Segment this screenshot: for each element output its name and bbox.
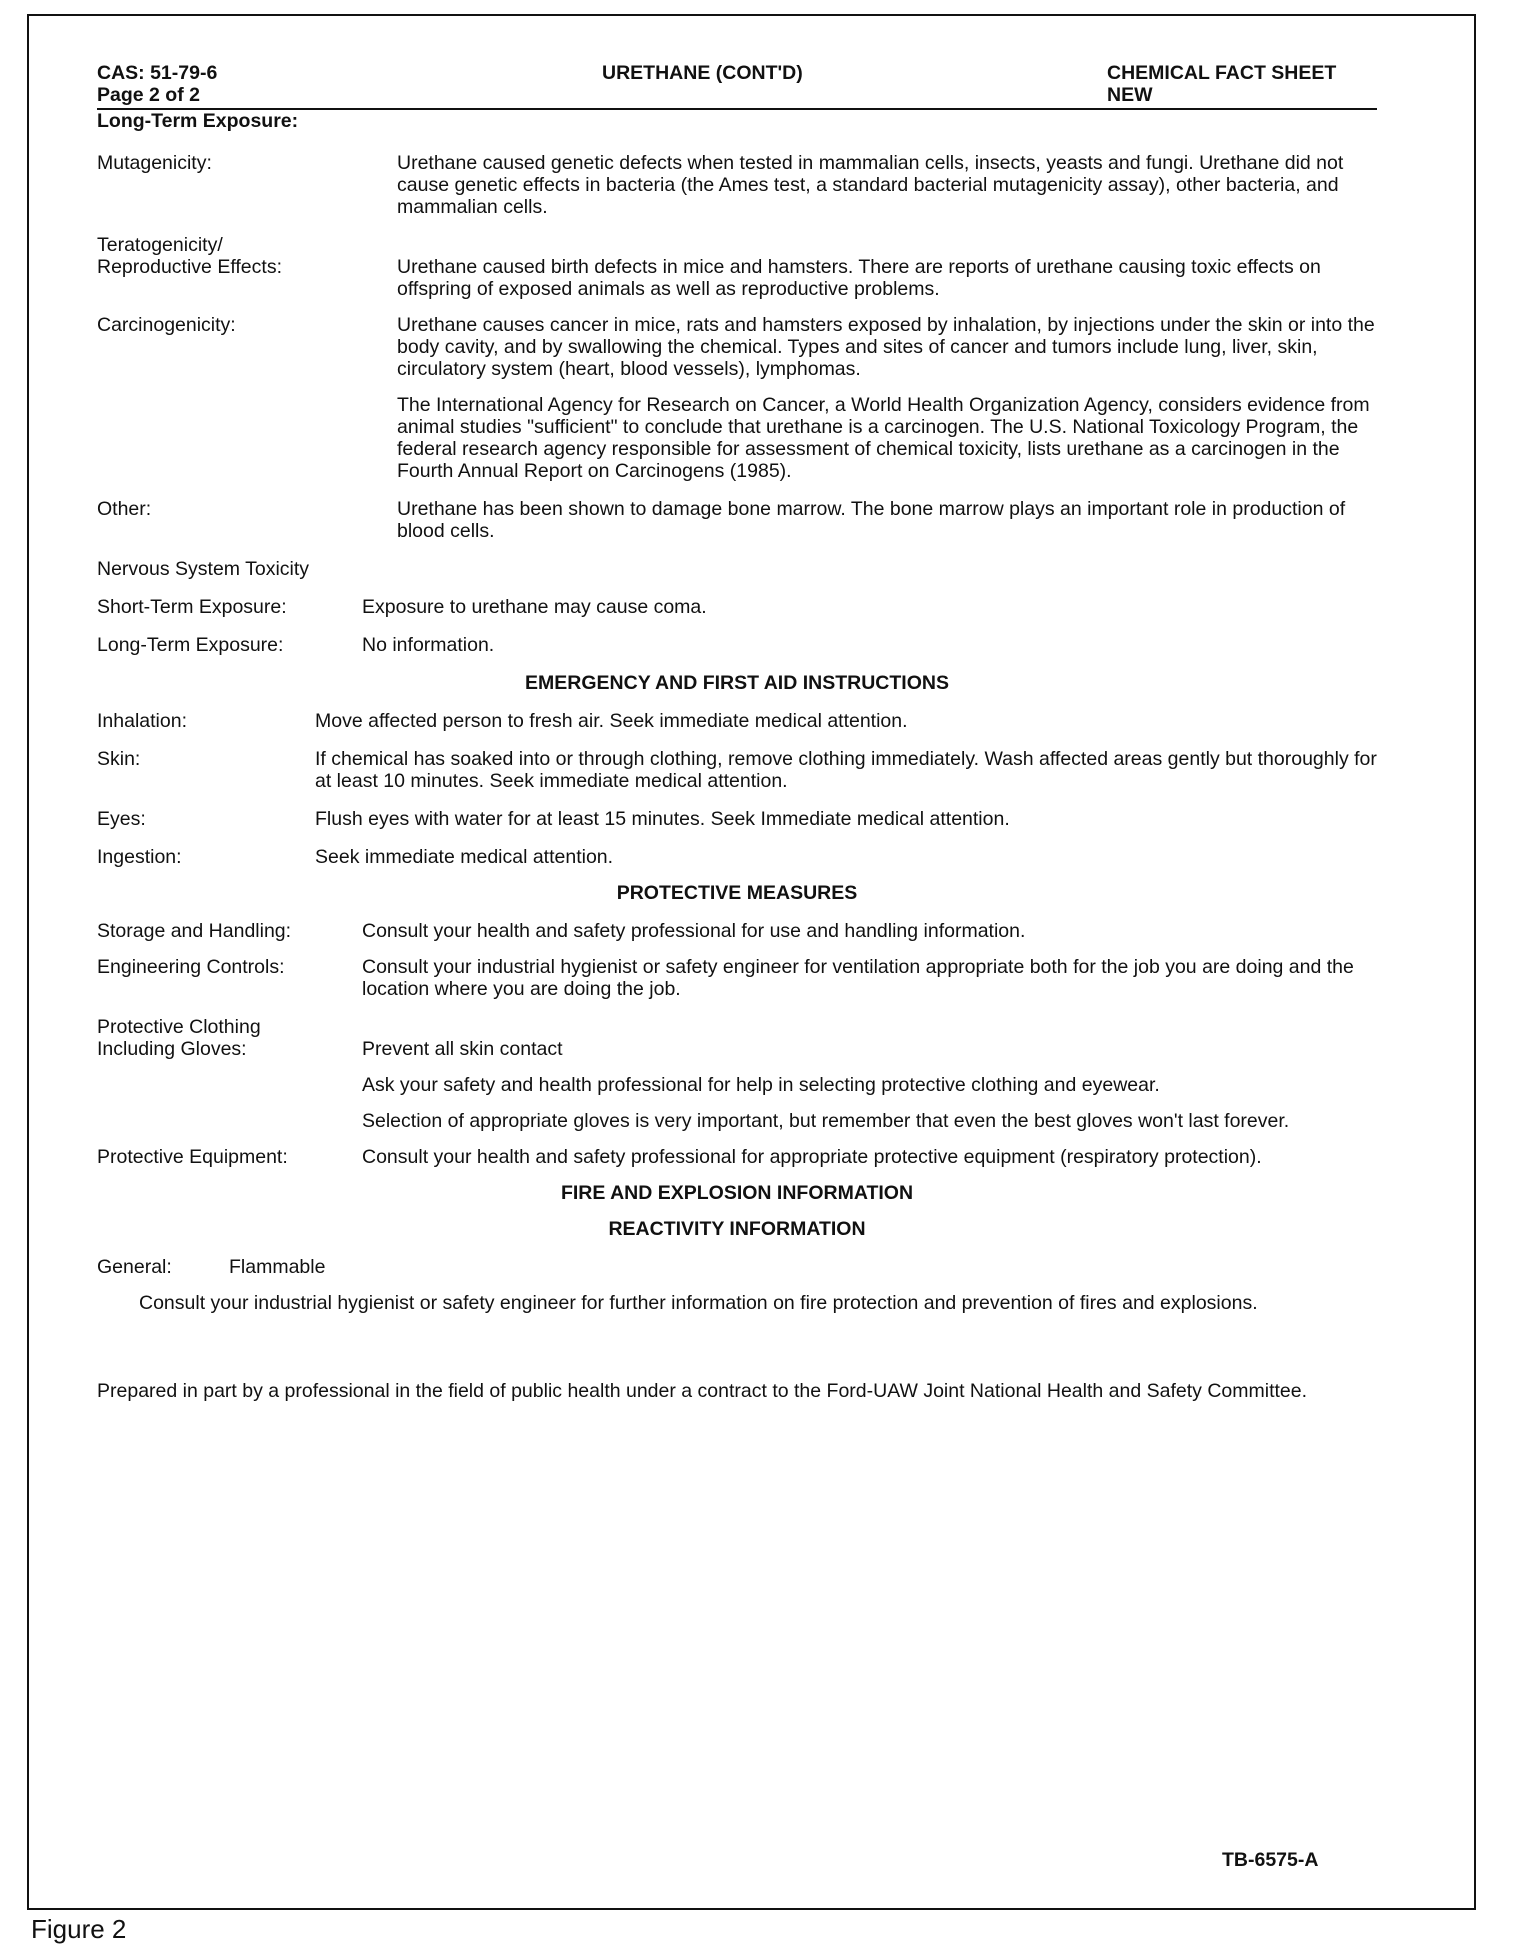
inhalation-label: Inhalation: [97,710,187,732]
page-number: Page 2 of 2 [97,84,200,106]
nervous-system-heading: Nervous System Toxicity [97,558,310,580]
storage-text: Consult your health and safety professional for use and handling information. [362,920,1026,942]
page-title: URETHANE (CONT'D) [602,62,803,84]
eyes-label: Eyes: [97,808,146,830]
prepared-by-text: Prepared in part by a professional in the field of public health under a contract to the Ford-UAW Joint National Health and Safety Committee. [97,1380,1308,1402]
fact-sheet-content [97,62,1377,1402]
engineering-label: Engineering Controls: [97,956,285,978]
nervous-long-term-row [97,634,1377,656]
clothing-row [97,1016,1377,1132]
nervous-short-term-row [97,596,1377,618]
fire-explosion-heading: FIRE AND EXPLOSION INFORMATION [560,1182,914,1204]
long-term-exposure-text: No information. [362,634,495,656]
carcinogenicity-row [97,314,1377,482]
teratogenicity-row [97,234,1377,300]
engineering-row [97,956,1377,1000]
skin-row [97,748,1377,792]
clothing-text-3: Selection of appropriate gloves is very important, but remember that even the best gloves won't last forever. [362,1110,1290,1132]
other-row [97,498,1377,542]
general-label: General: [97,1256,172,1278]
engineering-text: Consult your industrial hygienist or safety engineer for ventilation appropriate both for the job you are doing and the location where you are doing the job. [362,956,1354,1000]
mutagenicity-label: Mutagenicity: [97,152,212,174]
other-label: Other: [97,498,152,520]
page-header [97,62,1377,110]
equipment-text: Consult your health and safety professional for appropriate protective equipment (respiratory protection). [362,1146,1262,1168]
protective-measures-heading: PROTECTIVE MEASURES [616,882,858,904]
ingestion-label: Ingestion: [97,846,182,868]
cas-number: CAS: 51-79-6 [97,62,218,84]
ingestion-row [97,846,1377,868]
inhalation-row [97,710,1377,732]
gloves-label: Including Gloves: [97,1038,247,1060]
mutagenicity-text: Urethane caused genetic defects when tested in mammalian cells, insects, yeasts and fungi. Urethane did not cause genetic effects in bacteria (the Ames test, a standard bacterial mutagenicity assay), other bacteria, and mammalian cells. [397,152,1344,218]
figure-caption: Figure 2 [31,1914,127,1944]
inhalation-text: Move affected person to fresh air. Seek immediate medical attention. [315,710,908,732]
other-text: Urethane has been shown to damage bone marrow. The bone marrow plays an important role in production of blood cells. [397,498,1346,542]
equipment-label: Protective Equipment: [97,1146,288,1168]
iarc-text: The International Agency for Research on Cancer, a World Health Organization Agency, considers evidence from animal studies "sufficient" to conclude that urethane is a carcinogen. The U.S. National Toxicology Program, the federal research agency responsible for assessment of chemical toxicity, lists urethane as a carcinogen in the Fourth Annual Report on Carcinogens (1985). [397,394,1370,482]
document-type: CHEMICAL FACT SHEET [1107,62,1337,84]
eyes-row [97,808,1377,830]
equipment-row [97,1146,1377,1168]
reactivity-heading: REACTIVITY INFORMATION [608,1218,866,1240]
mutagenicity-row [97,152,1377,218]
document-status: NEW [1107,84,1153,106]
teratogenicity-label: Teratogenicity/ [97,234,223,256]
general-value: Flammable [229,1256,326,1278]
short-term-exposure-label: Short-Term Exposure: [97,596,287,618]
storage-row [97,920,1377,942]
storage-label: Storage and Handling: [97,920,292,942]
skin-text: If chemical has soaked into or through clothing, remove clothing immediately. Wash affected areas gently but thoroughly for at least 10 minutes. Seek immediate medical attention. [315,748,1377,792]
skin-label: Skin: [97,748,141,770]
general-row [97,1256,1377,1278]
long-term-exposure-heading: Long-Term Exposure: [97,110,299,132]
clothing-label: Protective Clothing [97,1016,261,1038]
eyes-text: Flush eyes with water for at least 15 minutes. Seek Immediate medical attention. [315,808,1010,830]
teratogenicity-text: Urethane caused birth defects in mice and hamsters. There are reports of urethane causing toxic effects on offspring of exposed animals as well as reproductive problems. [397,256,1321,300]
first-aid-heading: EMERGENCY AND FIRST AID INSTRUCTIONS [525,672,949,694]
clothing-text-1: Prevent all skin contact [362,1038,563,1060]
clothing-text-2: Ask your safety and health professional for help in selecting protective clothing and eyewear. [362,1074,1160,1096]
ingestion-text: Seek immediate medical attention. [315,846,614,868]
reproductive-effects-label: Reproductive Effects: [97,256,282,278]
short-term-exposure-text: Exposure to urethane may cause coma. [362,596,707,618]
carcinogenicity-text: Urethane causes cancer in mice, rats and hamsters exposed by inhalation, by injections under the skin or into the body cavity, and by swallowing the chemical. Types and sites of cancer and tumors include lung, liver, skin, circulatory system (heart, blood vessels), lymphomas. [397,314,1375,380]
fire-consult-text: Consult your industrial hygienist or safety engineer for further information on fire protection and prevention of fires and explosions. [139,1292,1258,1314]
document-code: TB-6575-A [1222,1849,1319,1871]
carcinogenicity-label: Carcinogenicity: [97,314,236,336]
long-term-exposure-label: Long-Term Exposure: [97,634,284,656]
